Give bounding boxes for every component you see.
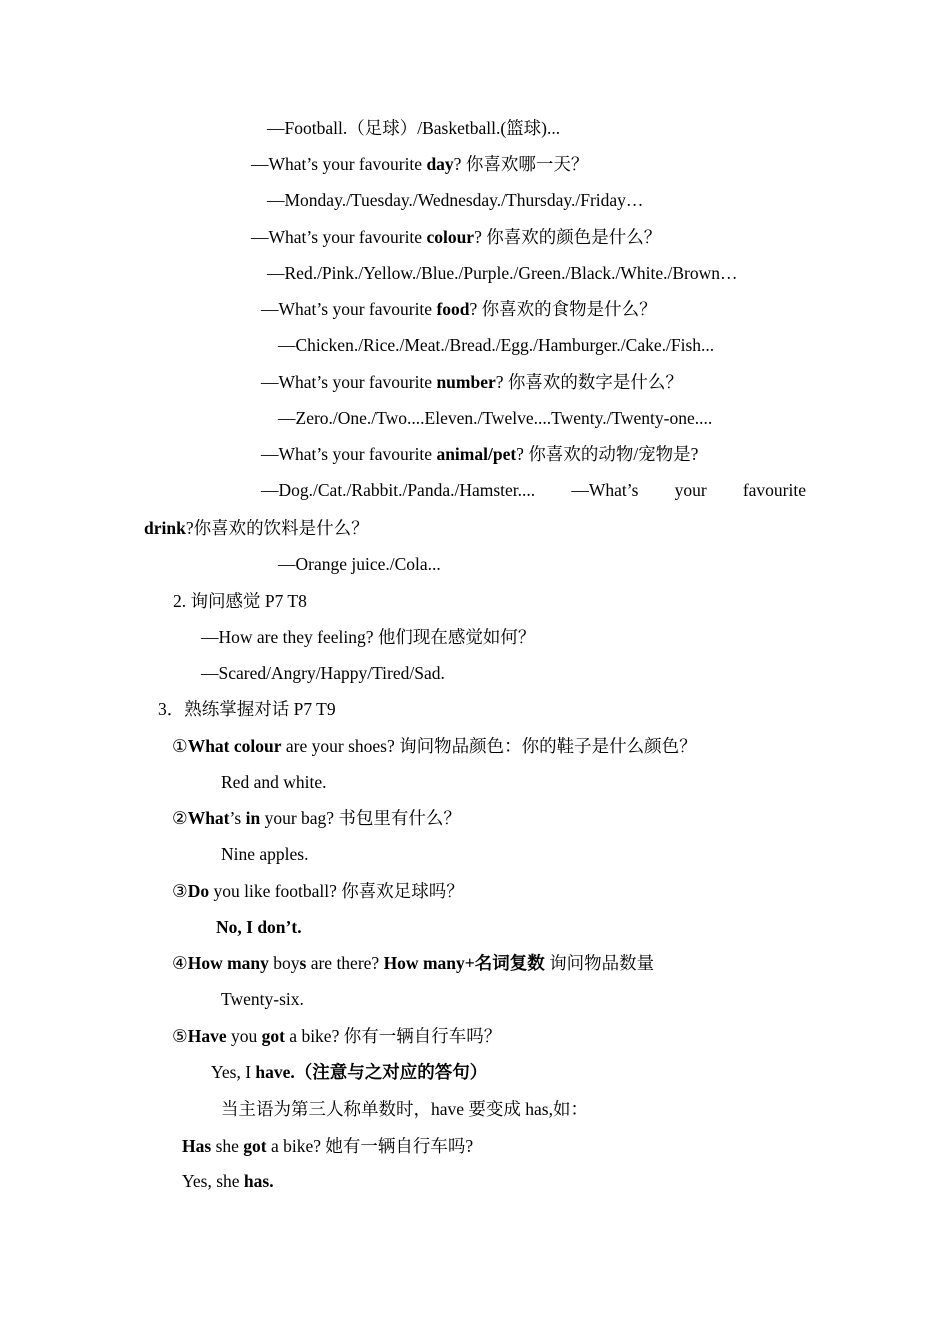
question-feeling: —How are they feeling? 他们现在感觉如何？ bbox=[201, 627, 536, 647]
dialogue-5-answer: Yes, I have.（注意与之对应的答句） bbox=[211, 1062, 488, 1082]
question-favourite-number: —What’s your favourite number? 你喜欢的数字是什么？ bbox=[261, 372, 683, 392]
answer-days: —Monday./Tuesday./Wednesday./Thursday./Friday… bbox=[267, 190, 644, 210]
answer-sports: —Football.（足球）/Basketball.(篮球)... bbox=[267, 118, 561, 138]
question-favourite-day: —What’s your favourite day? 你喜欢哪一天？ bbox=[251, 154, 589, 174]
dialogue-5-question: ⑤Have you got a bike? 你有一辆自行车吗？ bbox=[172, 1026, 502, 1046]
answer-drinks: —Orange juice./Cola... bbox=[278, 554, 441, 574]
answer-numbers: —Zero./One./Two....Eleven./Twelve....Twenty./Twenty-one.... bbox=[278, 408, 713, 428]
third-person-question: Has she got a bike? 她有一辆自行车吗? bbox=[182, 1136, 474, 1156]
section-2-heading: 2. 询问感觉 P7 T8 bbox=[173, 591, 307, 611]
third-person-answer: Yes, she has. bbox=[182, 1171, 274, 1191]
question-favourite-drink: drink?你喜欢的饮料是什么？ bbox=[144, 518, 369, 538]
dialogue-1-question: ①What colour are your shoes? 询问物品颜色：你的鞋子是什么颜色？ bbox=[172, 736, 697, 756]
dialogue-1-answer: Red and white. bbox=[221, 772, 327, 792]
dialogue-4-answer: Twenty-six. bbox=[221, 989, 304, 1009]
answer-colours: —Red./Pink./Yellow./Blue./Purple./Green./Black./White./Brown… bbox=[267, 263, 738, 283]
question-favourite-colour: —What’s your favourite colour? 你喜欢的颜色是什么？ bbox=[251, 227, 662, 247]
dialogue-3-answer: No, I don’t. bbox=[216, 917, 302, 937]
dialogue-4-question: ④How many boys are there? How many+名词复数 询问物品数量 bbox=[172, 953, 655, 973]
dialogue-2-answer: Nine apples. bbox=[221, 844, 309, 864]
question-favourite-animal: —What’s your favourite animal/pet? 你喜欢的动物/宠物是? bbox=[261, 444, 699, 464]
dialogue-2-question: ②What’s in your bag? 书包里有什么？ bbox=[172, 808, 461, 828]
answer-feelings: —Scared/Angry/Happy/Tired/Sad. bbox=[201, 663, 445, 683]
third-person-note: 当主语为第三人称单数时，have 要变成 has,如： bbox=[221, 1099, 588, 1119]
question-favourite-food: —What’s your favourite food? 你喜欢的食物是什么？ bbox=[261, 299, 657, 319]
section-3-heading: 3．熟练掌握对话 P7 T9 bbox=[158, 699, 336, 719]
dialogue-3-question: ③Do you like football? 你喜欢足球吗？ bbox=[172, 881, 464, 901]
answer-animals-and-drink-question: —Dog./Cat./Rabbit./Panda./Hamster.... —What’s your favourite bbox=[261, 480, 806, 500]
answer-foods: —Chicken./Rice./Meat./Bread./Egg./Hamburger./Cake./Fish... bbox=[278, 335, 715, 355]
